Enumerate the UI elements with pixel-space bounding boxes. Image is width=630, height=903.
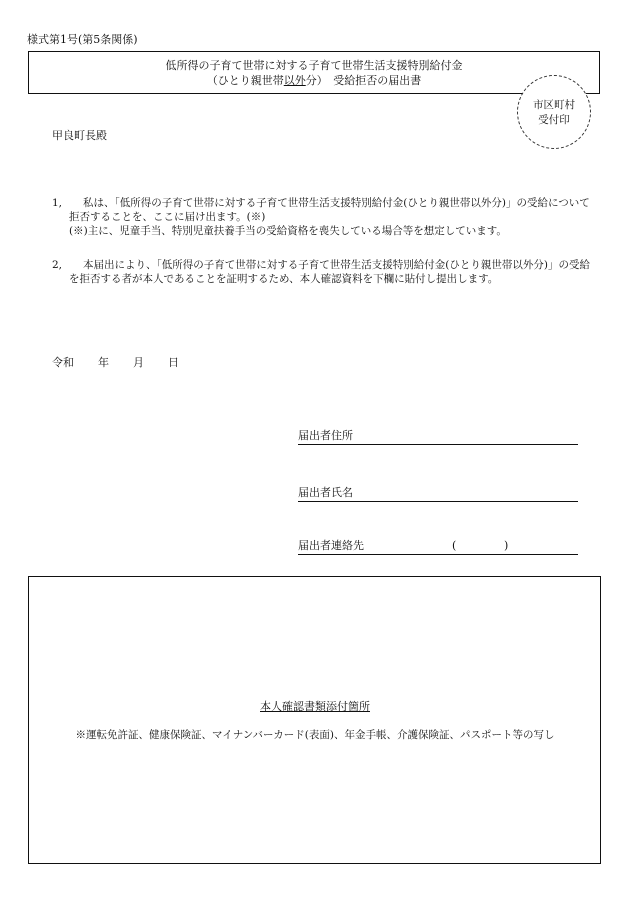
paragraph-2-text: 本届出により、「低所得の子育て世帯に対する子育て世帯生活支援特別給付金(ひとり親世帯以外分)」の受給を拒否する者が本人であることを証明するため、本人確認資料を下欄に貼付し提出します。	[69, 259, 590, 285]
paragraph-1	[52, 196, 592, 238]
title-line-2	[29, 73, 599, 88]
stamp-line-2: 受付印	[538, 114, 570, 126]
title-line-1: 低所得の子育て世帯に対する子育て世帯生活支援特別給付金	[165, 59, 463, 72]
date-row	[52, 356, 179, 369]
form-number: 様式第1号(第5条関係)	[27, 33, 138, 46]
id-document-note: ※運転免許証、健康保険証、マイナンバーカード(表面)、年金手帳、介護保険証、パスポート等の写し	[75, 729, 555, 741]
paragraph-1-note: (※)主に、児童手当、特別児童扶養手当の受給資格を喪失している場合等を想定しています。	[69, 225, 507, 237]
id-document-title: 本人確認書類添付箇所	[260, 700, 370, 713]
title-line-2-suffix: 分） 受給拒否の届出書	[305, 74, 422, 87]
date-month: 月	[133, 356, 144, 369]
contact-open-paren: (	[452, 539, 457, 552]
paragraph-2-number: 2,	[52, 259, 63, 271]
title-line-2-prefix: （ひとり親世帯	[206, 74, 284, 87]
name-field[interactable]	[298, 486, 578, 502]
addressee: 甲良町長殿	[52, 129, 107, 142]
contact-close-paren: )	[504, 539, 509, 552]
stamp-line-1: 市区町村	[533, 99, 575, 111]
date-era: 令和	[52, 356, 74, 369]
reception-stamp-area	[517, 75, 591, 149]
contact-field[interactable]	[298, 539, 578, 555]
address-label: 届出者住所	[298, 429, 353, 442]
date-day: 日	[168, 356, 179, 369]
paragraph-1-number: 1,	[52, 197, 63, 209]
title-box	[28, 51, 600, 94]
id-document-attachment-box	[28, 576, 601, 864]
date-year: 年	[98, 356, 109, 369]
title-line-2-underlined: 以外	[283, 74, 306, 87]
contact-label: 届出者連絡先	[298, 539, 364, 552]
paragraph-1-text: 私は、「低所得の子育て世帯に対する子育て世帯生活支援特別給付金(ひとり親世帯以外分)」の受給について拒否することを、ここに届け出ます。(※)	[69, 197, 590, 223]
name-label: 届出者氏名	[298, 486, 353, 499]
address-field[interactable]	[298, 429, 578, 445]
paragraph-2	[52, 258, 592, 286]
